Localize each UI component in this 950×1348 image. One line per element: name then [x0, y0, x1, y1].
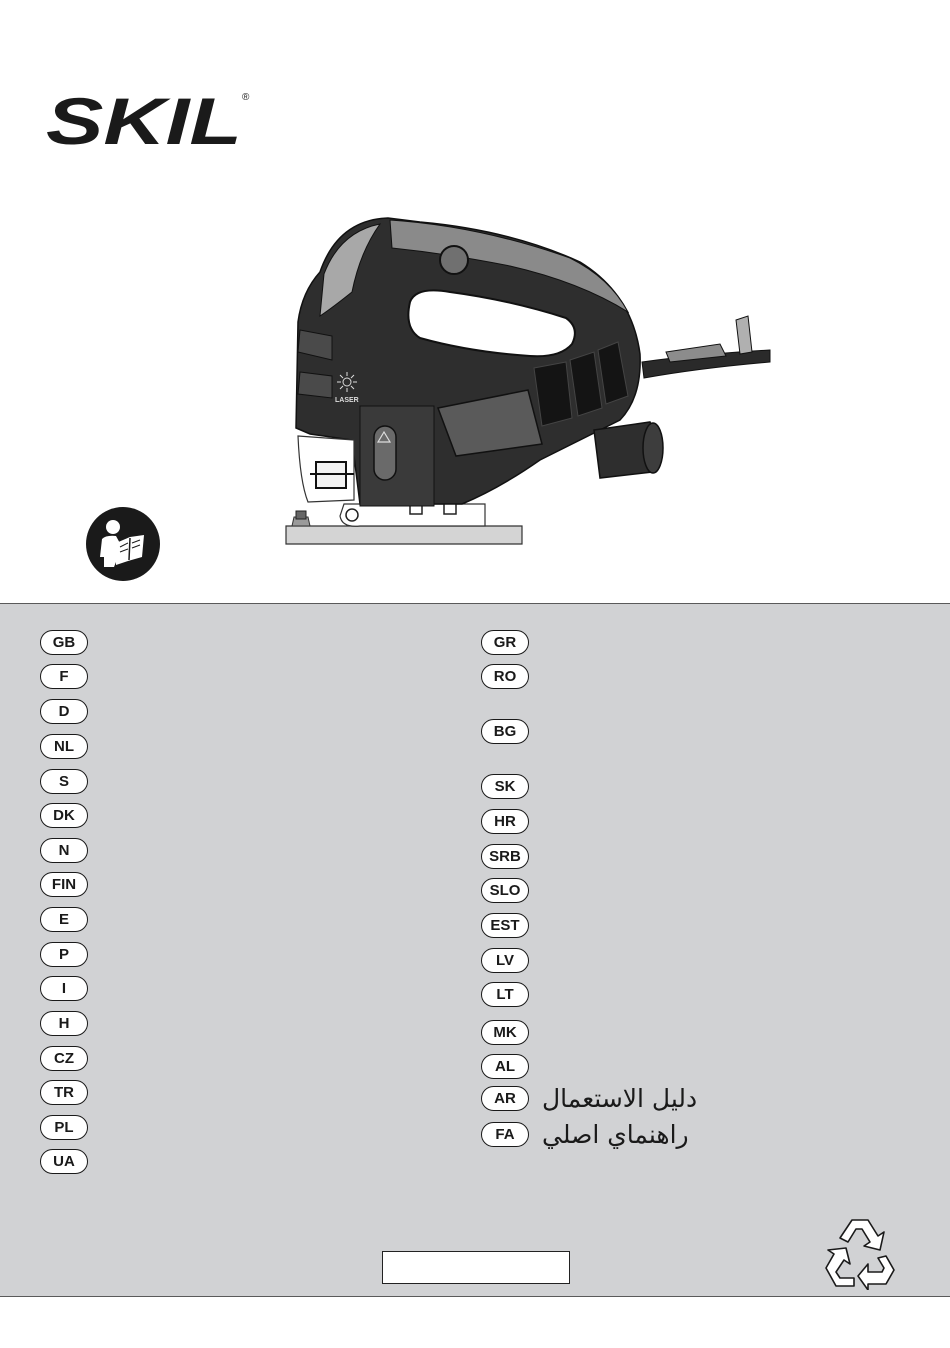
lang-badge-lv: LV [481, 948, 529, 973]
farsi-manual-caption: راهنماي اصلي [542, 1120, 689, 1149]
lang-badge-mk: MK [481, 1020, 529, 1045]
brand-name: SKIL [46, 86, 242, 156]
lang-badge-gb: GB [40, 630, 88, 655]
lang-badge-est: EST [481, 913, 529, 938]
lang-badge-i: I [40, 976, 88, 1001]
lang-badge-ua: UA [40, 1149, 88, 1174]
registered-mark: ® [242, 92, 250, 103]
lang-badge-sk: SK [481, 774, 529, 799]
lang-badge-cz: CZ [40, 1046, 88, 1071]
lang-badge-ar: AR [481, 1086, 529, 1111]
arabic-manual-caption: دليل الاستعمال [542, 1084, 698, 1113]
lang-badge-gr: GR [481, 630, 529, 655]
skil-logo [44, 86, 254, 156]
laser-label: LASER [335, 397, 359, 404]
lang-badge-f: F [40, 664, 88, 689]
lang-badge-nl: NL [40, 734, 88, 759]
lang-badge-n: N [40, 838, 88, 863]
product-code-box [382, 1251, 570, 1284]
lang-badge-e: E [40, 907, 88, 932]
lang-badge-p: P [40, 942, 88, 967]
language-panel [0, 603, 950, 1297]
lang-badge-tr: TR [40, 1080, 88, 1105]
lang-badge-al: AL [481, 1054, 529, 1079]
lang-badge-pl: PL [40, 1115, 88, 1140]
read-manual-icon [86, 507, 160, 581]
lang-badge-bg: BG [481, 719, 529, 744]
recycle-icon [822, 1216, 898, 1290]
lang-badge-h: H [40, 1011, 88, 1036]
lang-badge-s: S [40, 769, 88, 794]
lang-badge-d: D [40, 699, 88, 724]
lang-badge-slo: SLO [481, 878, 529, 903]
lang-badge-lt: LT [481, 982, 529, 1007]
lang-badge-hr: HR [481, 809, 529, 834]
lang-badge-ro: RO [481, 664, 529, 689]
lang-badge-srb: SRB [481, 844, 529, 869]
lang-badge-fa: FA [481, 1122, 529, 1147]
jigsaw-illustration [280, 212, 780, 552]
lang-badge-dk: DK [40, 803, 88, 828]
lang-badge-fin: FIN [40, 872, 88, 897]
